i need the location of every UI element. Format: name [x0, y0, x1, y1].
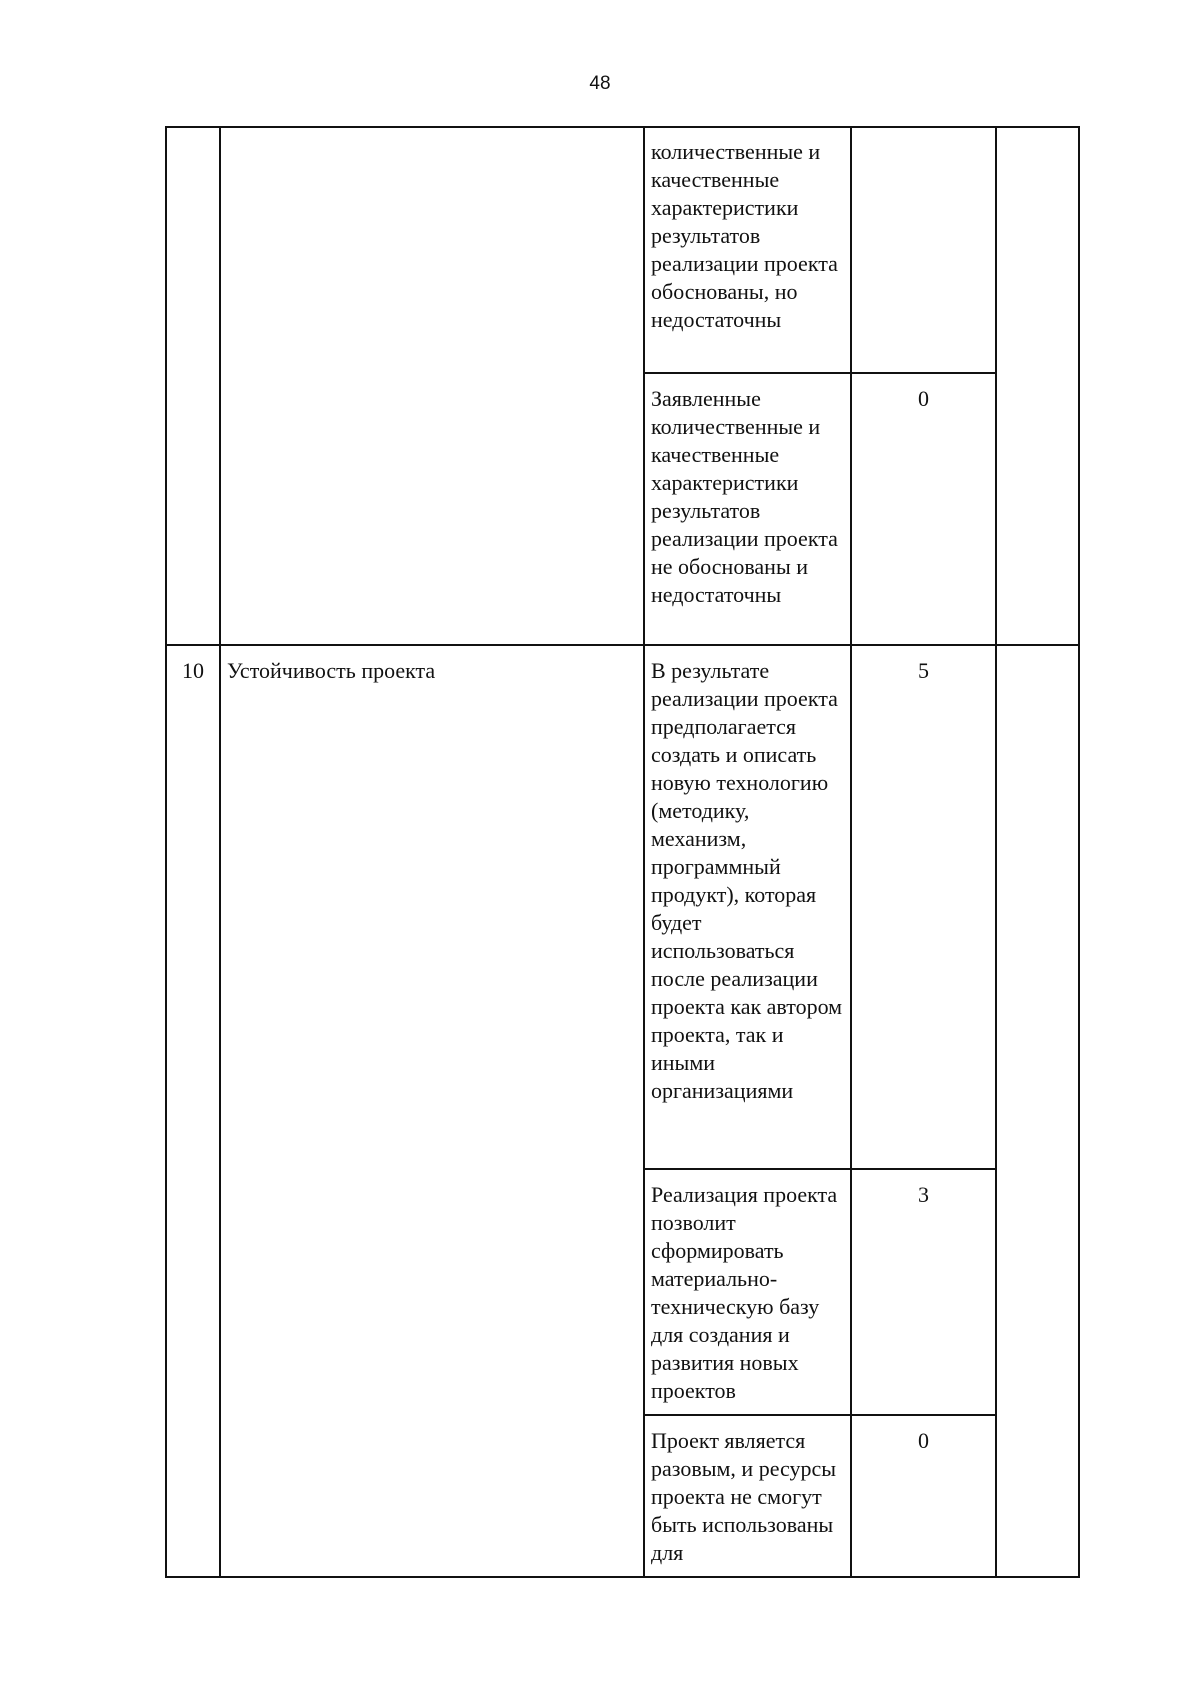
table-row [166, 645, 1079, 1169]
score-cell [851, 127, 996, 373]
score-cell: 5 [851, 645, 996, 1169]
description-cell: количественные и качественные характеристики результатов реализации проекта обоснованы, но недостаточны [644, 127, 851, 373]
criterion-cell [220, 127, 644, 645]
empty-cell [996, 127, 1079, 645]
score-cell: 3 [851, 1169, 996, 1415]
criteria-table [165, 126, 1080, 1578]
description-cell: Заявленные количественные и качественные характеристики результатов реализации проекта не обоснованы и недостаточны [644, 373, 851, 645]
score-cell: 0 [851, 1415, 996, 1577]
page-number: 48 [589, 73, 611, 94]
empty-cell [996, 645, 1079, 1577]
table-row [166, 127, 1079, 373]
score-cell: 0 [851, 373, 996, 645]
row-number-cell [166, 127, 220, 645]
description-cell: Проект является разовым, и ресурсы проекта не смогут быть использованы для [644, 1415, 851, 1577]
description-cell: В результате реализации проекта предполагается создать и описать новую технологию (методику, механизм, программный продукт), которая будет использоваться после реализации проекта как автором проекта, так и иными организациями [644, 645, 851, 1169]
row-number-cell: 10 [166, 645, 220, 1577]
description-cell: Реализация проекта позволит сформировать материально-техническую базу для создания и развития новых проектов [644, 1169, 851, 1415]
criterion-cell: Устойчивость проекта [220, 645, 644, 1577]
